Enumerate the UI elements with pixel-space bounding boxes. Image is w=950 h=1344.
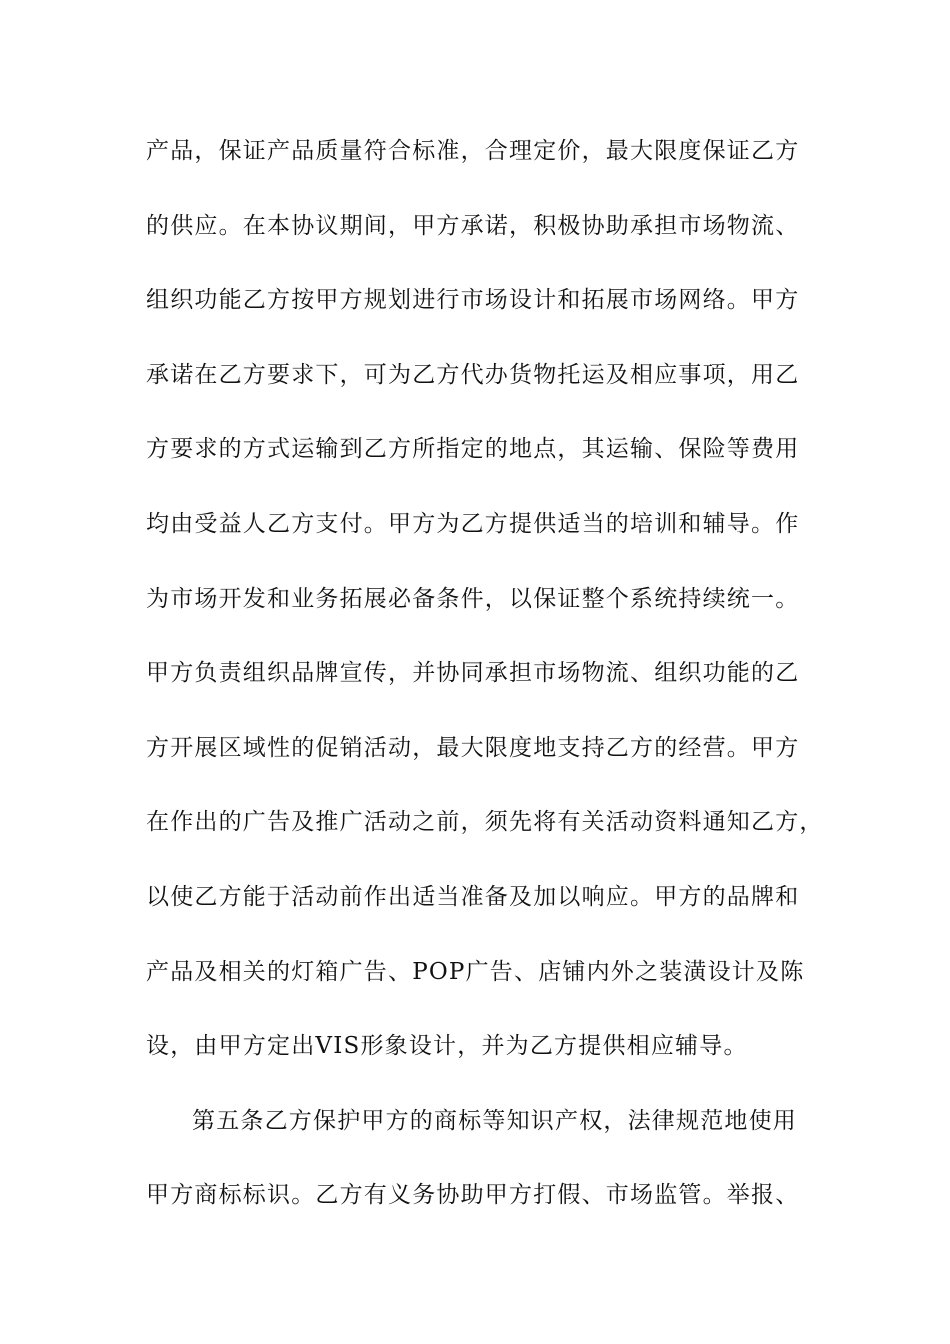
text-line: 方开展区域性的促销活动，最大限度地支持乙方的经营。甲方: [146, 734, 800, 761]
text-line: 甲方商标标识。乙方有义务协助甲方打假、市场监管。举报、: [146, 1182, 800, 1209]
document-body: [146, 128, 826, 1247]
text-line: 产品及相关的灯箱广告、POP广告、店铺内外之装潢设计及陈: [146, 958, 805, 985]
paragraph-start-line: 第五条乙方保护甲方的商标等知识产权，法律规范地使用: [192, 1107, 797, 1134]
text-line: 均由受益人乙方支付。甲方为乙方提供适当的培训和辅导。作: [146, 510, 800, 537]
text-line: 承诺在乙方要求下，可为乙方代办货物托运及相应事项，用乙: [146, 361, 800, 388]
text-line: 在作出的广告及推广活动之前，须先将有关活动资料通知乙方，: [146, 809, 824, 836]
text-line: 甲方负责组织品牌宣传，并协同承担市场物流、组织功能的乙: [146, 660, 800, 687]
text-line: 产品，保证产品质量符合标准，合理定价，最大限度保证乙方: [146, 138, 800, 164]
text-line: 设，由甲方定出VIS形象设计，并为乙方提供相应辅导。: [146, 1033, 748, 1060]
text-line: 为市场开发和业务拓展必备条件，以保证整个系统持续统一。: [146, 585, 800, 612]
text-line: 的供应。在本协议期间，甲方承诺，积极协助承担市场物流、: [146, 212, 800, 239]
text-line: 以使乙方能于活动前作出适当准备及加以响应。甲方的品牌和: [146, 883, 800, 910]
text-line: 方要求的方式运输到乙方所指定的地点，其运输、保险等费用: [146, 436, 800, 463]
text-line: 组织功能乙方按甲方规划进行市场设计和拓展市场网络。甲方: [146, 287, 800, 314]
